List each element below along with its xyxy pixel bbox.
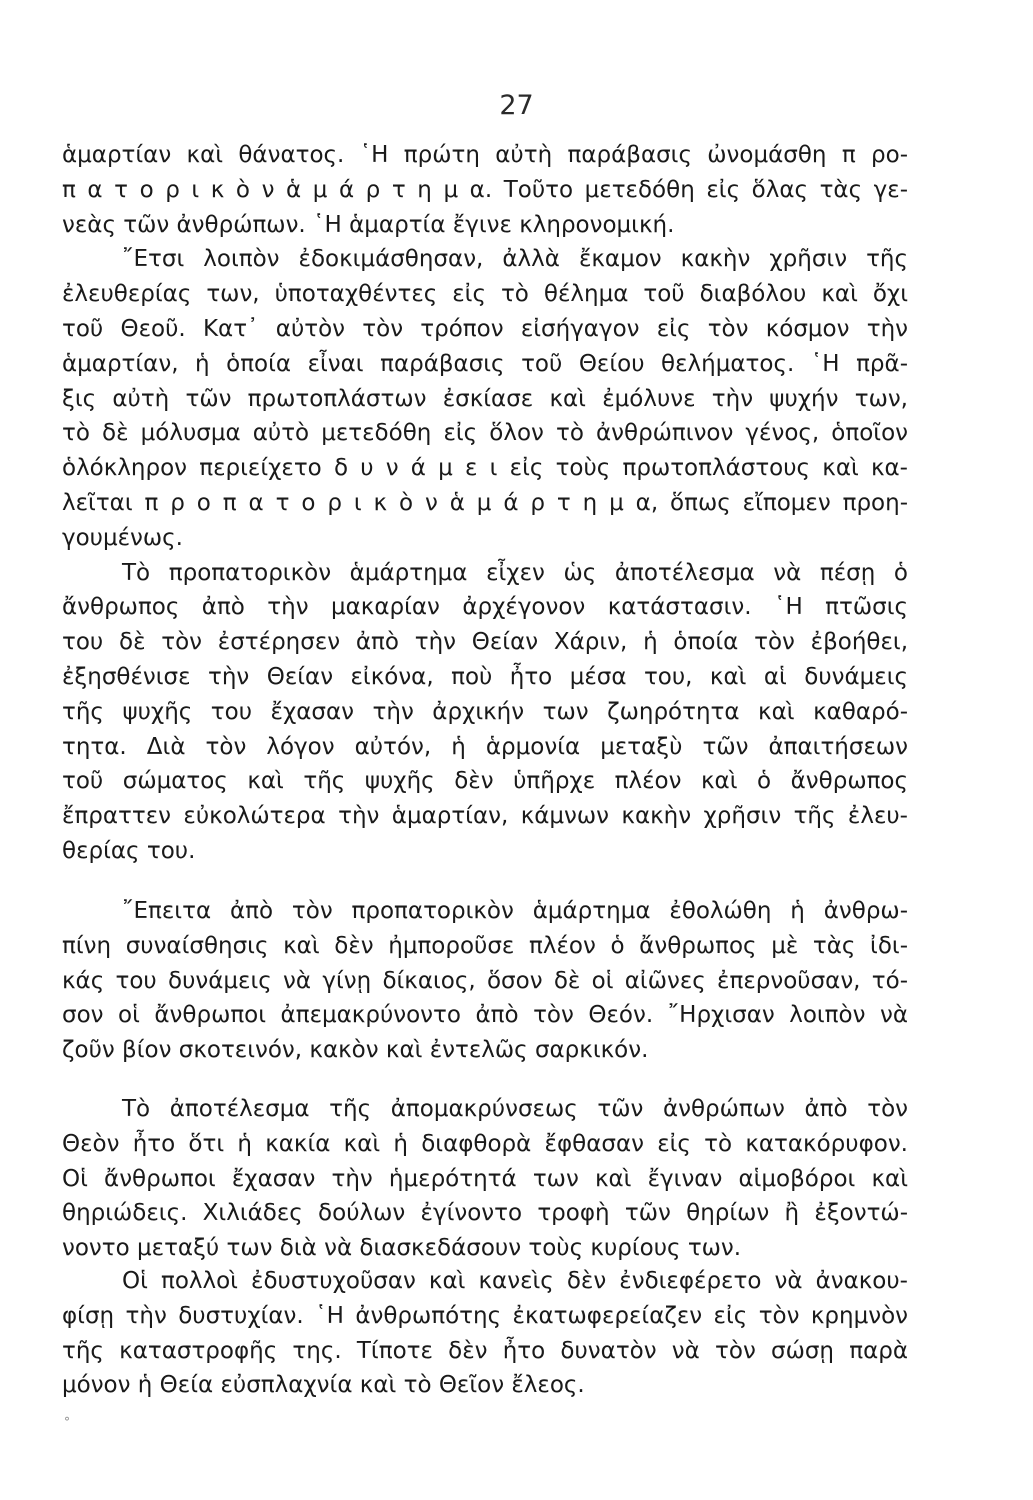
text-line: θερίας του. bbox=[62, 837, 196, 864]
text-line: μόνον ἡ Θεία εὐσπλαχνία καὶ τὸ Θεῖον ἔλεος. bbox=[62, 1372, 585, 1399]
text-line: τῆς καταστροφῆς της. Τίποτε δὲν ἦτο δυνατὸν νὰ τὸν σώσῃ παρὰ bbox=[62, 1337, 908, 1364]
text-line: τὸ δὲ μόλυσμα αὐτὸ μετεδόθη εἰς ὅλον τὸ ἀνθρώπινον γένος, ὁποῖον bbox=[62, 420, 908, 447]
text-line: ἔπραττεν εὐκολώτερα τὴν ἁμαρτίαν, κάμνων κακὴν χρῆσιν τῆς ἐλευ- bbox=[62, 803, 908, 830]
paragraph bbox=[62, 1264, 908, 1403]
text-line: ξις αὐτὴ τῶν πρωτοπλάστων ἐσκίασε καὶ ἐμόλυνε τὴν ψυχήν των, bbox=[62, 385, 908, 412]
text-line: ῎Ετσι λοιπὸν ἐδοκιμάσθησαν, ἀλλὰ ἔκαμον κακὴν χρῆσιν τῆς bbox=[122, 246, 908, 273]
text-line: ὁλόκληρον περιείχετο δ υ ν ά μ ε ι εἰς τοὺς πρωτοπλάστους καὶ κα- bbox=[62, 455, 908, 482]
text-line: ἄνθρωπος ἀπὸ τὴν μακαρίαν ἀρχέγονον κατάστασιν. ῾Η πτῶσις bbox=[62, 594, 908, 621]
text-line: ἁμαρτίαν καὶ θάνατος. ῾Η πρώτη αὐτὴ παράβασις ὠνομάσθη π ρο- bbox=[62, 142, 908, 168]
text-line: ζοῦν βίον σκοτεινόν, κακὸν καὶ ἐντελῶς σαρκικόν. bbox=[62, 1037, 649, 1064]
text-line: του δὲ τὸν ἐστέρησεν ἀπὸ τὴν Θείαν Χάριν, ἡ ὁποία τὸν ἐβοήθει, bbox=[62, 629, 908, 656]
text-line: τῆς ψυχῆς του ἔχασαν τὴν ἀρχικήν των ζωηρότητα καὶ καθαρό- bbox=[62, 698, 908, 725]
text-line: τητα. Διὰ τὸν λόγον αὐτόν, ἡ ἁρμονία μεταξὺ τῶν ἀπαιτήσεων bbox=[62, 733, 908, 760]
page-number: 27 bbox=[499, 90, 534, 121]
paragraph bbox=[62, 894, 908, 1068]
text-line: νοντο μεταξύ των διὰ νὰ διασκεδάσουν τοὺς κυρίους των. bbox=[62, 1235, 742, 1262]
text-line: κάς του δυνάμεις νὰ γίνῃ δίκαιος, ὅσον δὲ οἱ αἰῶνες ἐπερνοῦσαν, τό- bbox=[62, 967, 908, 994]
text-line: θηριώδεις. Χιλιάδες δούλων ἐγίνοντο τροφὴ τῶν θηρίων ἢ ἐξοντώ- bbox=[62, 1200, 908, 1227]
text-line: π α τ ο ρ ι κ ὸ ν ἁ μ ά ρ τ η μ α. Τοῦτο μετεδόθη εἰς ὅλας τὰς γε- bbox=[62, 176, 908, 203]
text-line: τοῦ Θεοῦ. Κατ᾽ αὐτὸν τὸν τρόπον εἰσήγαγον εἰς τὸν κόσμον τὴν bbox=[62, 315, 908, 342]
text-line: φίσῃ τὴν δυστυχίαν. ῾Η ἀνθρωπότης ἐκατωφερείαζεν εἰς τὸν κρημνὸν bbox=[62, 1302, 908, 1329]
text-line: ἐξησθένισε τὴν Θείαν εἰκόνα, ποὺ ἦτο μέσα του, καὶ αἱ δυνάμεις bbox=[62, 663, 908, 690]
text-line: Τὸ προπατορικὸν ἁμάρτημα εἶχεν ὡς ἀποτέλεσμα νὰ πέσῃ ὁ bbox=[122, 559, 908, 586]
text-line: γουμένως. bbox=[62, 524, 183, 551]
text-line: ἁμαρτίαν, ἡ ὁποία εἶναι παράβασις τοῦ Θείου θελήματος. ῾Η πρᾶ- bbox=[62, 350, 908, 377]
text-line: ῎Επειτα ἀπὸ τὸν προπατορικὸν ἁμάρτημα ἐθολώθη ἡ ἀνθρω- bbox=[122, 898, 908, 924]
ink-speck: ° bbox=[64, 1415, 70, 1429]
text-line: ἐλευθερίας των, ὑποταχθέντες εἰς τὸ θέλημα τοῦ διαβόλου καὶ ὄχι bbox=[62, 281, 908, 308]
text-line: νεὰς τῶν ἀνθρώπων. ῾Η ἁμαρτία ἔγινε κληρονομική. bbox=[62, 211, 675, 238]
paragraph bbox=[62, 1092, 908, 1266]
text-line: πίνη συναίσθησις καὶ δὲν ἠμποροῦσε πλέον ὁ ἄνθρωπος μὲ τὰς ἰδι- bbox=[62, 932, 908, 959]
text-line: τοῦ σώματος καὶ τῆς ψυχῆς δὲν ὑπῆρχε πλέον καὶ ὁ ἄνθρωπος bbox=[62, 768, 908, 795]
text-line: Οἱ πολλοὶ ἐδυστυχοῦσαν καὶ κανεὶς δὲν ἐνδιεφέρετο νὰ ἀνακου- bbox=[122, 1268, 908, 1294]
text-line: Τὸ ἀποτέλεσμα τῆς ἀπομακρύνσεως τῶν ἀνθρώπων ἀπὸ τὸν bbox=[122, 1096, 908, 1122]
paragraph bbox=[62, 138, 908, 869]
text-line: Θεὸν ἦτο ὅτι ἡ κακία καὶ ἡ διαφθορὰ ἔφθασαν εἰς τὸ κατακόρυφον. bbox=[62, 1130, 908, 1157]
text-line: σον οἱ ἄνθρωποι ἀπεμακρύνοντο ἀπὸ τὸν Θεόν. ῎Ηρχισαν λοιπὸν νὰ bbox=[62, 1002, 908, 1029]
text-line: λεῖται π ρ ο π α τ ο ρ ι κ ὸ ν ἁ μ ά ρ τ η μ α, ὅπως εἴπομεν προη- bbox=[62, 489, 908, 516]
text-line: Οἱ ἄνθρωποι ἔχασαν τὴν ἡμερότητά των καὶ ἔγιναν αἱμοβόροι καὶ bbox=[62, 1165, 908, 1192]
